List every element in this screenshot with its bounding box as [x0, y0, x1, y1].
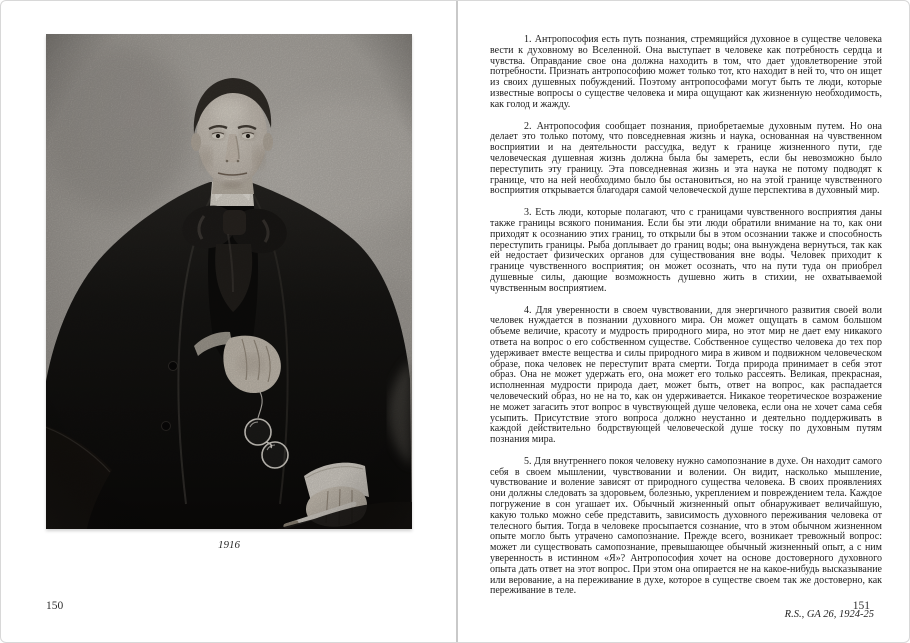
portrait-photo-art — [46, 34, 412, 529]
photo-vignette — [46, 34, 412, 529]
portrait-photo — [46, 34, 412, 529]
paragraph-5: 5. Для внутреннего покоя человеку нужно самопознание в духе. Он находит самого себя в своем мышлении, чувствовании и волении. Он видит, насколько мышление, чувствование и воление зависят от природного существа человека. В своих проявлениях они должны следовать за здоровьем, болезнью, укреплением и повреждением тела. Каждое погружение в сон угашает их. Обычный жизненный опыт обнаруживает величайшую, какую только можно себе представить, зависимость духовного переживания человека от телесного бытия. Тогда в человеке просыпается сознание, что в этом обычном жизненном опыте могло быть утрачено самопознание. Прежде всего, возникает тревожный вопрос: может ли существовать самопознание, превышающее обычный жизненный опыт, а с ним уверенность в истинном «Я»? Антропософия хочет на основе достоверного духовного опыта дать ответ на этот вопрос. При этом она опирается не на какое-нибудь высказывание или верование, а на переживание в духе, которое в существе своем так же достоверно, как переживание в теле. — [490, 455, 882, 597]
paragraph-3: 3. Есть люди, которые полагают, что с границами чувственного восприятия даны также границы всякого понимания. Если бы эти люди обратили внимание на то, как они приходят к осознанию этих границ, то открыли бы в этом осознании также и способность переступить границы. Рыба доплывает до границ воды; она вынуждена вернуться, так как ей недостает физических органов для существования вне воды. Человек приходит к границе чувственного восприятия; он может осознать, что на пути туда он приобрел душевные силы, дающие возможность душевно жить в стихии, не охватываемой чувственным восприятием. — [490, 207, 882, 294]
paragraph-1: 1. Антропософия есть путь познания, стремящийся духовное в существе человека вести к духовному во Вселенной. Она выступает в человеке как потребность сердца и чувства. Оправдание свое она должна находить в том, что дает удовлетворение этой потребности. Признать антропософию может только тот, кто находит в ней то, что он ищет из своих душевных побуждений. Поэтому антропософами могут быть те люди, которые известные вопросы о существе человека и мира ощущают как жизненную необходимость, как голод и жажду. — [490, 34, 882, 110]
photo-caption: 1916 — [218, 539, 240, 551]
body-text — [490, 35, 882, 621]
page-number-right: 151 — [852, 600, 870, 612]
page-number-left: 150 — [46, 600, 64, 612]
page-spine-divider — [456, 1, 458, 643]
source-citation: R.S., GA 26, 1924-25 — [784, 609, 874, 621]
paragraph-4: 4. Для уверенности в своем чувствовании, для энергичного развития своей воли человек нуждается в познании духовного мира. Он может ощущать в самом большом объеме величие, красоту и мудрость природного мира, но этот мир не дает ему никакого ответа на вопрос о его собственном существе. Собственное существо человека до тех пор удерживает вместе вещества и силы природного мира в живом и подвижном человеческом образе, пока человек не переступит врата смерти. Тогда природа принимает в себя этот образ. Она не может удержать его, она может его только рассеять. Великая, прекрасная, исполненная мудрости природа дает, может быть, ответ на вопрос, как распадается человеческий образ, но не на то, как он удерживается. Никакое теоретическое возражение не может загасить этот вопрос в чувствующей душе человека, если она не хочет сама себя усыпить. Присутствие этого вопроса должно неустанно и деятельно поддерживать в каждой действительно бодрствующей человеческой душе тоску по духовным путям познания мира. — [490, 304, 882, 446]
paragraph-2: 2. Антропософия сообщает познания, приобретаемые духовным путем. Но она делает это только потому, что повседневная жизнь и наука, основанная на чувственном восприятии и на деятельности рассудка, ведут к границе жизненного пути, где человеческая душевная жизнь должна была бы замереть, если бы невозможно было переступить эту границу. Эта повседневная жизнь и эта наука не потому подводят к границе, что на ней необходимо было бы остановиться, но на этой границе чувственного восприятия открывается благодаря самой человеческой душе перспектива в духовный мир. — [490, 120, 882, 197]
